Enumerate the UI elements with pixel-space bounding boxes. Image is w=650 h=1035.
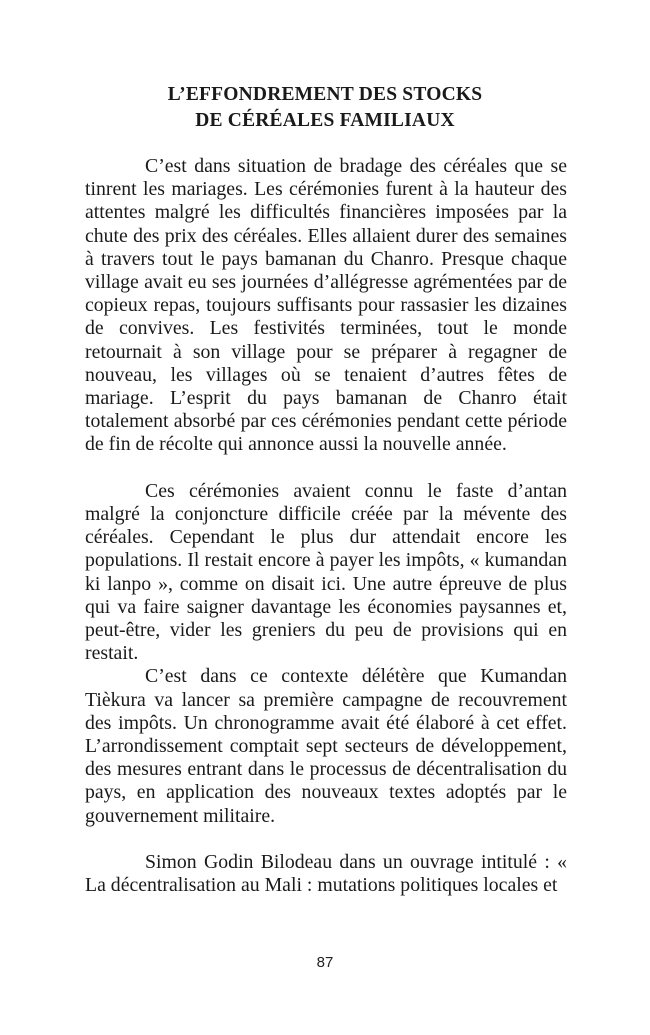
chapter-title-line-2: DE CÉRÉALES FAMILIAUX xyxy=(195,110,455,131)
paragraph-4: Simon Godin Bilodeau dans un ouvrage intitulé : « La décentralisation au Mali : mutations politiques locales et xyxy=(85,851,567,897)
body-text xyxy=(85,155,567,897)
paragraph-3: C’est dans ce contexte délétère que Kumandan Tièkura va lancer sa première campagne de recouvrement des impôts. Un chronogramme avait été élaboré à cet effet. L’arrondissement comptait sept secteurs de développement, des mesures entrant dans le processus de décentralisation du pays, en application des nouveaux textes adoptés par le gouvernement militaire. xyxy=(85,665,567,827)
paragraph-2: Ces cérémonies avaient connu le faste d’antan malgré la conjoncture difficile créée par la mévente des céréales. Cependant le plus dur attendait encore les populations. Il restait encore à payer les impôts, « kumandan ki lanpo », comme on disait ici. Une autre épreuve de plus qui va faire saigner davantage les économies paysannes et, peut-être, vider les greniers du peu de provisions qui en restait. xyxy=(85,479,567,665)
paragraph-spacer xyxy=(85,457,567,480)
paragraph-spacer xyxy=(85,828,567,851)
chapter-title-line-1: L’EFFONDREMENT DES STOCKS xyxy=(167,84,483,105)
chapter-title xyxy=(0,82,650,134)
page-number: 87 xyxy=(316,954,334,971)
paragraph-1: C’est dans situation de bradage des céréales que se tinrent les mariages. Les cérémonies furent à la hauteur des attentes malgré les difficultés financières imposées par la chute des prix des céréales. Elles allaient durer des semaines à travers tout le pays bamanan du Chanro. Presque chaque village avait eu ses journées d’allégresse agrémentées par de copieux repas, toujours suffisants pour rassasier les dizaines de convives. Les festivités terminées, tout le monde retournait à son village pour se préparer à regagner de nouveau, les villages où se tenaient d’autres fêtes de mariage. L’esprit du pays bamanan de Chanro était totalement absorbé par ces cérémonies pendant cette période de fin de récolte qui annonce aussi la nouvelle année. xyxy=(85,155,567,456)
